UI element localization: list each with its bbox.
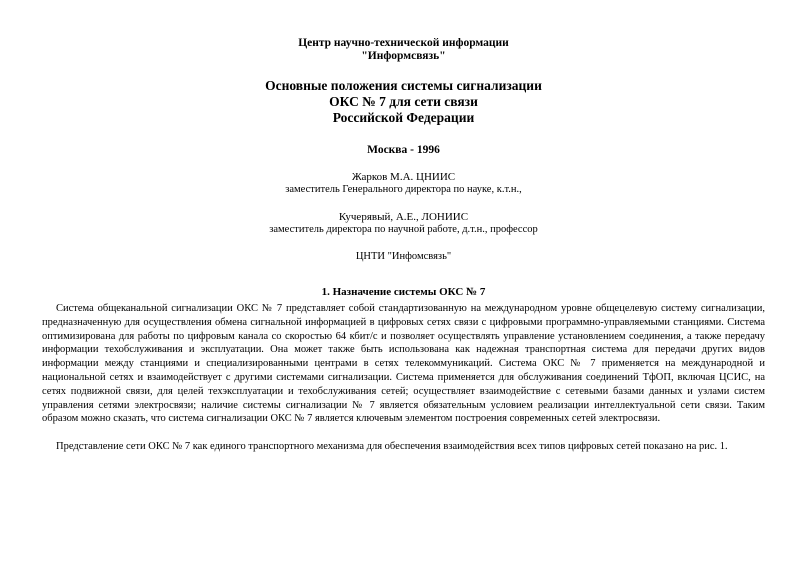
paragraph-text: Система общеканальной сигнализации ОКС № 7 представляет собой стандартизованную на международном уровне общецелевую систему сигнализации, предназначенную для осуществления обмена сигнальной информацией в цифровых сетях связи с цифровыми программно-управляемыми станциями. Система оптимизирована для работы по цифровым канала со скоростью 64 кбит/с и позволяет осуществлять управление установлением соединения, а также передачу информации техобслуживания и эксплуатации. Она может также быть использована как надежная транспортная система для передачи других видов информации между станциями и специализированными центрами в сетях телекоммуникаций. Система ОКС № 7 применяется на международной и национальной сетях и взаимодействует с другими системами сигнализации. Система применяется для обслуживания соединений ТфОП, включая ЦСИС, на сетях подвижной связи, для целей техэксплуатации и техобслуживания сетей; осуществляет взаимодействие с сетевыми базами данных и узлами систем управления сетями электросвязи; наличие системы сигнализации № 7 является обязательным условием реализации интеллектуальной сети связи. Таким образом можно сказать, что система сигнализации ОКС № 7 является ключевым элементом построения современных сетей электросвязи. xyxy=(42,303,765,425)
city-year: Москва - 1996 xyxy=(367,144,440,156)
document-title-line-1: Основные положения системы сигнализации xyxy=(265,78,542,93)
body-paragraph xyxy=(42,440,765,454)
paragraph-text: Представление сети ОКС № 7 как единого транспортного механизма для обеспечения взаимодействия всех типов цифровых сетей показано на рис. 1. xyxy=(56,441,728,452)
document-title-line-2: ОКС № 7 для сети связи xyxy=(329,94,478,109)
organization-name: Центр научно-технической информации xyxy=(298,37,509,49)
organization-short-name: "Информсвязь" xyxy=(361,50,446,62)
section-heading: 1. Назначение системы ОКС № 7 xyxy=(321,286,486,298)
publisher: ЦНТИ "Инфомсвязь" xyxy=(355,251,452,262)
author-position: заместитель директора по научной работе, д.т.н., профессор xyxy=(269,224,538,235)
document-title-line-3: Российской Федерации xyxy=(332,110,475,125)
author-name: Кучерявый, А.Е., ЛОНИИС xyxy=(338,211,469,223)
body-paragraph xyxy=(42,302,765,426)
author-position: заместитель Генерального директора по науке, к.т.н., xyxy=(285,184,522,195)
author-name: Жарков М.А. ЦНИИС xyxy=(351,171,456,183)
